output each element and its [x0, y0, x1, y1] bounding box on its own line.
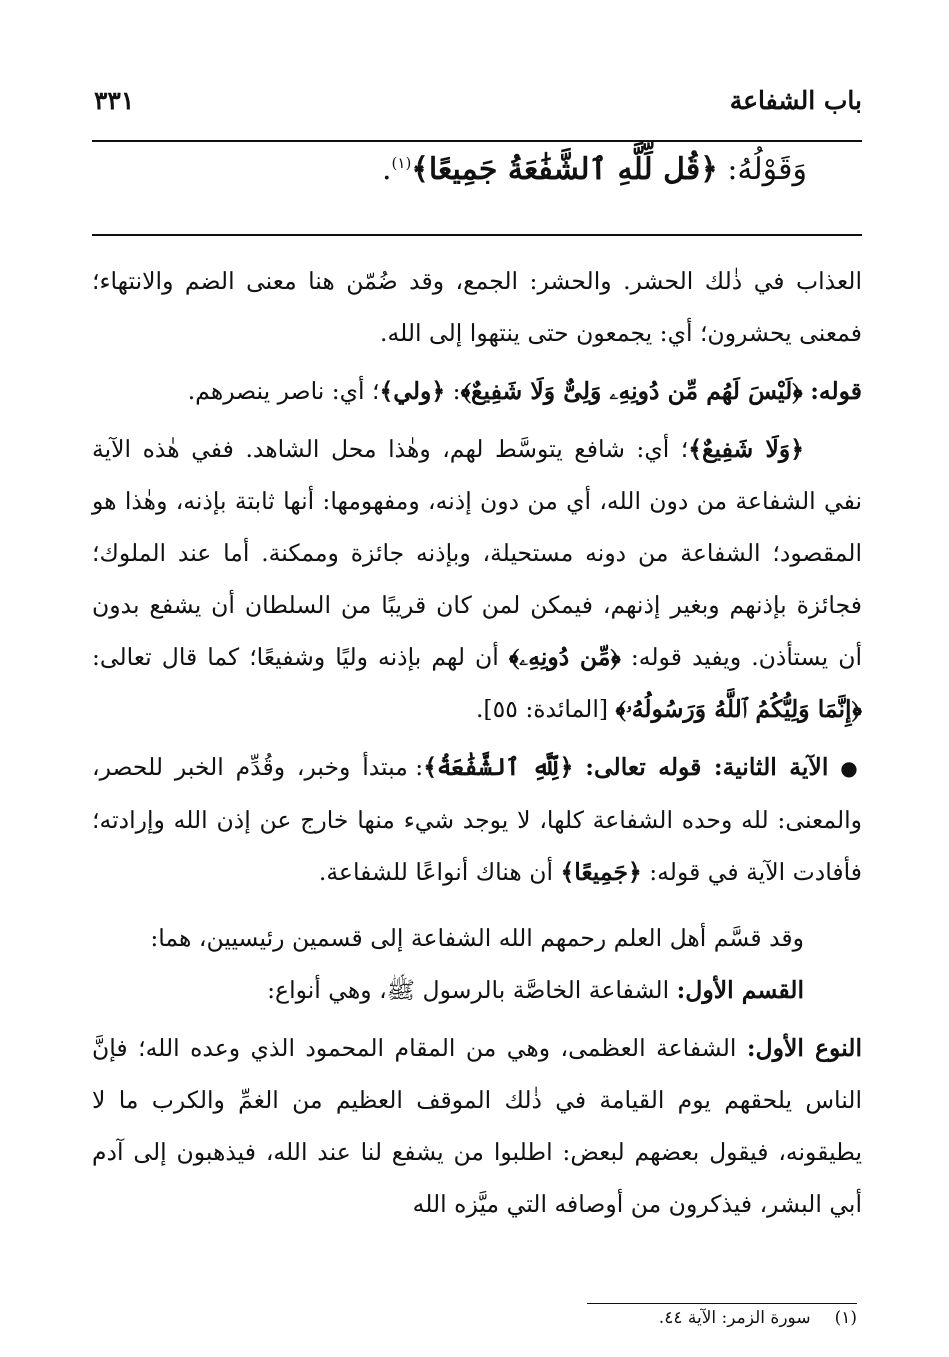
- commentary-body: [92, 255, 862, 1230]
- paragraph-2-label: قوله:: [810, 377, 862, 405]
- paragraph-3-verse-2: ﴿مِّن دُونِهِۦ﴾: [508, 643, 621, 671]
- header-rule: [92, 140, 862, 142]
- footnote-ref[interactable]: (١): [391, 154, 412, 172]
- paragraph-1: العذاب في ذٰلك الحشر. والحشر: الجمع، وقد ضُمّن هنا معنى الضم والانتهاء؛ فمعنى يحشرون؛ أي: يجمعون حتى ينتهوا إلى الله.: [92, 267, 862, 347]
- verse-rule: [92, 234, 862, 236]
- bullet-icon: ●: [840, 756, 862, 780]
- paragraph-4: [92, 741, 862, 898]
- footnote-text: سورة الزمر: الآية ٤٤.: [658, 1308, 811, 1328]
- paragraph-7-rest: الشفاعة العظمى، وهي من المقام المحمود الذي وعده الله؛ فإنَّ الناس يلحقهم يوم القيامة في ذٰلك الموقف العظيم من الغمِّ والكرب ما لا يطيقونه، فيقول بعضهم لبعض: اطلبوا من يشفع لنا عند الله، فيذهبون إلى آدم أبي البشر، فيذكرون من أوصافه التي ميَّزه الله: [92, 1034, 862, 1218]
- paragraph-3-part-3: [المائدة: ٥٥].: [475, 695, 609, 723]
- paragraph-7-label: النوع الأول:: [746, 1034, 862, 1062]
- main-verse: [382, 152, 807, 187]
- paragraph-3-part-2: أن لهم بإذنه وليًا وشفيعًا؛ كما قال تعالى:: [92, 643, 499, 671]
- paragraph-2-verse-1: ﴿لَيْسَ لَهُم مِّن دُونِهِۦ وَلِىٌّ وَلَا شَفِيعٌ﴾: [460, 377, 803, 405]
- paragraph-6-label: القسم الأول:: [676, 976, 804, 1004]
- verse-intro: وَقَوْلُهُ:: [727, 152, 807, 187]
- paragraph-4-verse-2: ﴿جَمِيعًا﴾: [560, 858, 642, 886]
- paragraph-4-verse-1: ﴿لِّلَّهِ ٱلشَّفَٰعَةُ﴾: [423, 753, 574, 781]
- paragraph-3-verse-1: ﴿وَلَا شَفِيعٌ﴾: [688, 435, 804, 463]
- paragraph-5: وقد قسَّم أهل العلم رحمهم الله الشفاعة إلى قسمين رئيسيين، هما:: [150, 924, 804, 952]
- paragraph-6-rest: الشفاعة الخاصَّة بالرسول ﷺ، وهي أنواع:: [267, 976, 670, 1004]
- paragraph-4-label: الآية الثانية: قوله تعالى:: [585, 753, 829, 781]
- paragraph-2-rest: ؛ أي: ناصر ينصرهم.: [187, 377, 380, 405]
- paragraph-4-part-2: أن هناك أنواعًا للشفاعة.: [318, 858, 554, 886]
- paragraph-4-part-1: : مبتدأ وخبر، وقُدِّم الخبر للحصر، والمعنى: لله وحده الشفاعة كلها، لا يوجد شيء منها خارج عن إذن الله وإرادته؛ فأفادت الآية في قوله:: [92, 753, 862, 886]
- footnote-rule: [587, 1303, 857, 1304]
- chapter-title: باب الشفاعة: [729, 86, 862, 115]
- paragraph-2-verse-2: ﴿ولي﴾: [379, 377, 446, 405]
- paragraph-2-mid: :: [445, 377, 461, 405]
- paragraph-6: [92, 964, 862, 1016]
- paragraph-3: [92, 423, 862, 735]
- page-header: [94, 86, 862, 126]
- paragraph-3-verse-3: ﴿إِنَّمَا وَلِيُّكُمُ ٱللَّهُ وَرَسُولُهُۥ﴾: [615, 695, 862, 723]
- paragraph-2: [92, 365, 862, 417]
- paragraph-7: [92, 1022, 862, 1230]
- paragraph-3-part-1: ؛ أي: شافع يتوسَّط لهم، وهٰذا محل الشاهد. ففي هٰذه الآية نفي الشفاعة من دون الله، أي من دون إذنه، ومفهومها: أنها ثابتة بإذنه، وهٰذا هو المقصود؛ الشفاعة من دونه مستحيلة، وبإذنه جائزة وممكنة. أما عند الملوك؛ فجائزة بإذنهم وبغير إذنهم، فيمكن لمن كان قريبًا من السلطان أن يشفع بدون أن يستأذن. ويفيد قوله:: [92, 435, 862, 671]
- footnote: [659, 1308, 857, 1328]
- verse-text: ﴿قُل لِّلَّهِ ٱلشَّفَٰعَةُ جَمِيعًا﴾: [411, 152, 718, 187]
- verse-end: .: [381, 152, 392, 187]
- page-number: ٣٣١: [94, 86, 135, 115]
- footnote-marker: (١): [834, 1308, 857, 1328]
